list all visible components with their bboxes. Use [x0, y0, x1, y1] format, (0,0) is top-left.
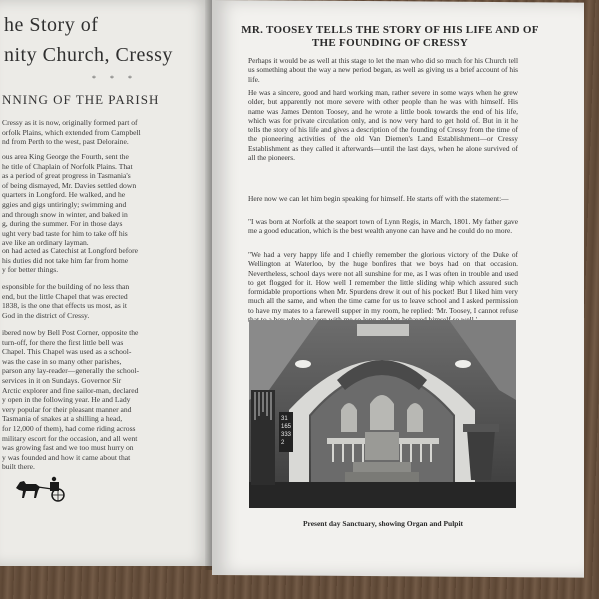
ornament-dots: * * *: [92, 74, 138, 83]
hymn-number: 2: [281, 440, 285, 446]
photo-caption: Present day Sanctuary, showing Organ and Pulpit: [302, 519, 464, 528]
pulpit: [467, 430, 495, 480]
sanctuary-step-2: [345, 472, 419, 482]
wall-light-right: [455, 360, 471, 368]
altar: [365, 432, 399, 460]
left-paragraph: ous area King George the Fourth, sent the he title of Chaplain of Norfolk Plains. That as a period of great progress in Tasmania's of being dismayed, Mr. Davies settled down quarters in Longford. He walked, and he ggies and gigs untiringly; swimming and and through snow in winter, and baked in g, during the summer. For in those days ught very bad taste for him to take off his ave like an ordinary layman.: [2, 152, 137, 248]
left-paragraph: Cressy as it is now, originally formed part of orfolk Plains, which extended from Campbell nd from Perth to the west, past Deloraine.: [2, 118, 141, 147]
hymn-number: 165: [281, 424, 292, 430]
left-subtitle: NNING OF THE PARISH: [2, 92, 160, 107]
left-paragraph: on had acted as Catechist at Longford before his duties did not take him far from home y for better things.: [2, 246, 139, 275]
body-paragraph: Here now we can let him begin speaking for himself. He starts off with the statement:—: [248, 194, 509, 203]
wall-light-left: [295, 360, 311, 368]
body-paragraph: "I was born at Norfolk at the seaport town of Lynn Regis, in March, 1801. My father gave me a good education, which is the best wealth anyone can have and he could do no more.: [248, 217, 518, 236]
hymn-number: 31: [281, 416, 288, 422]
left-page: [0, 0, 212, 566]
chapter-title: MR. TOOSEY TELLS THE STORY OF HIS LIFE AND OF THE FOUNDING OF CRESSY: [241, 24, 539, 49]
pulpit-top: [463, 424, 499, 432]
horse-and-cart-illustration: [14, 476, 72, 502]
body-paragraph: He was a sincere, good and hard working man, rather severe in some ways when he grew older, but apparently not more severe with other people than he was with himself. His name was James Denton Toosey, and he wrote a little book towards the end of his life, which was for private circulation only, and is now very hard to get hold of. But in it he tells the story of his life and gives a description of the founding of Cressy from the time of the pioneering activities of the old Van Diemen's Land Establishment—or Cressy Establishment as they called it afterwards—until the last days, when he alone survived of all the pioneers.: [248, 88, 518, 163]
left-paragraph: esponsible for the building of no less than end, but the little Chapel that was erected 1838, is the one that effects us most, as it God in the district of Cressy.: [2, 282, 130, 320]
hymn-number: 333: [281, 432, 292, 438]
left-title-line1: he Story of: [4, 14, 99, 36]
body-paragraph: Perhaps it would be as well at this stage to let the man who did so much for his Church tell us something about the way a new period began, as well as giving us a brief account of his life.: [248, 56, 518, 84]
sanctuary-photo: [249, 320, 516, 508]
left-paragraph: ibered now by Bell Post Corner, opposite the turn-off, for there the first little bell was Chapel. This Chapel was used as a school- was the case in so many other parishes, parson any lay-reader—generally the school- services in it on Sundays. Governor Sir Arctic explorer and fine sailor-man, declared y open in the following year. He and Lady very popular for their pleasant manner and Tasmania of snakes at a shilling a head, for 12,000 of them), had come riding across military escort for the occasion, and all went was growing fast and we too must hurry on y was founded and how it came about that built there.: [2, 328, 140, 472]
hanging-light: [357, 324, 409, 336]
body-paragraph: "We had a very happy life and I chiefly remember the glorious victory of the Duke of Wellington at Waterloo, by the huge bonfires that we boys had on that occasion. Nevertheless, school days were not all sunshine for me, as I was often in trouble and used to get flogged for it. How well I remember the little sliding whip which assured such formidable proportions when Mr. Spurdens drew it out of his pocket! But I liked him very much all the same, and when the time came for us to leave school and I asked permission to have my mates to a farewell supper in my room, he replied: 'Mr. Toosey, I cannot refuse: [248, 250, 518, 315]
left-title-line2: nity Church, Cressy: [4, 44, 173, 66]
pews: [249, 482, 516, 508]
sanctuary-step-1: [353, 462, 411, 472]
